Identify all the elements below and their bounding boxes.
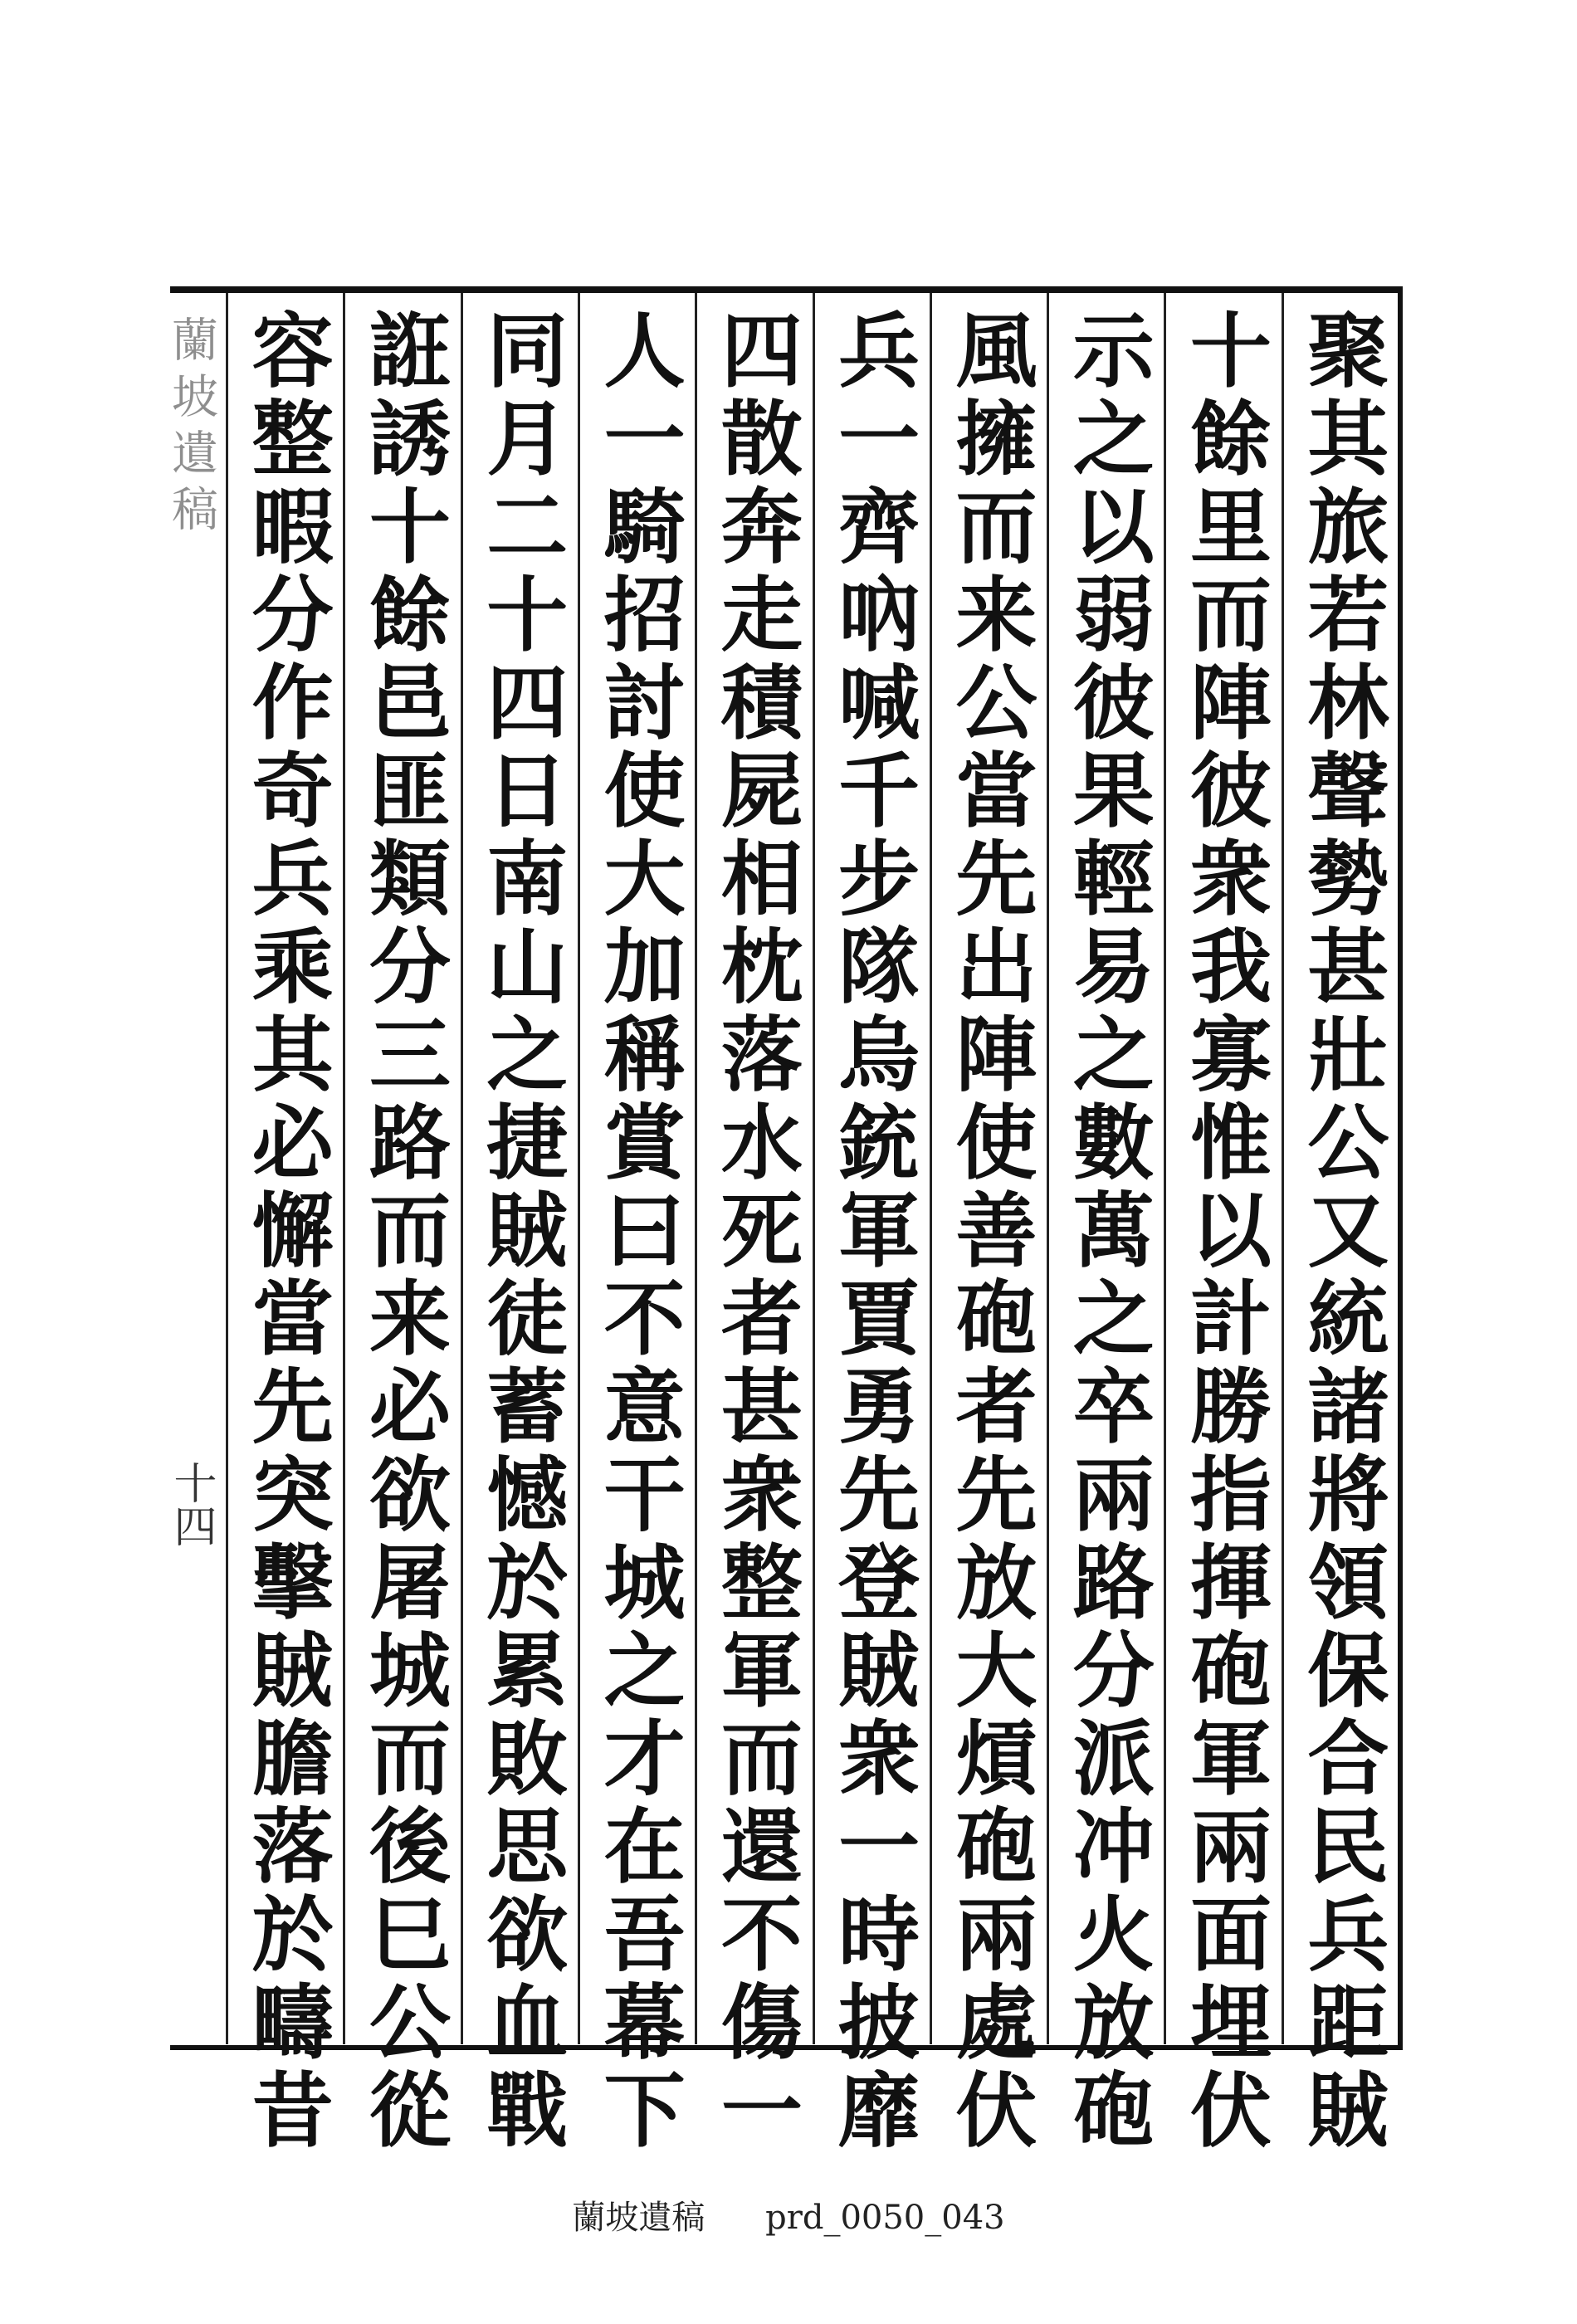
column-text: 示之以弱彼果輕易之數萬之卒兩路分派冲火放砲 — [1059, 308, 1155, 2156]
column-text: 風擁而来公當先出陣使善砲者先放大熕砲兩處伏 — [941, 308, 1038, 2156]
text-column — [930, 293, 1047, 2156]
text-column — [695, 293, 812, 2156]
folio-number: 十四 — [166, 1461, 216, 1547]
column-text: 十餘里而陣彼衆我寡惟以計勝指揮砲軍兩面埋伏 — [1176, 308, 1272, 2156]
margin-strip — [164, 293, 228, 2044]
text-column — [343, 293, 460, 2156]
column-text: 容整暇分作奇兵乘其必懈當先突擊賊膽落於疇昔 — [238, 308, 334, 2156]
margin-title: 蘭坡遺稿 — [164, 315, 218, 541]
text-column — [1282, 293, 1399, 2156]
footer-id: prd_0050_043 — [765, 2199, 1005, 2237]
text-column — [813, 293, 930, 2156]
column-text: 聚其旅若林聲勢甚壯公又統諸將領保合民兵距賊 — [1293, 308, 1389, 2156]
text-column — [228, 293, 343, 2156]
text-column — [461, 293, 578, 2156]
footer-title: 蘭坡遺稿 — [572, 2199, 706, 2237]
column-text: 同月二十四日南山之捷賊徒蓄憾於累敗思欲血戰 — [472, 308, 569, 2156]
column-text: 四散奔走積屍相枕落水死者甚衆整軍而還不傷一 — [707, 308, 803, 2156]
text-body — [228, 293, 1399, 2156]
text-column — [578, 293, 695, 2156]
text-column — [1047, 293, 1164, 2156]
column-text: 人一騎招討使大加稱賞曰不意干城之才在吾幕下 — [590, 308, 686, 2156]
text-column — [1164, 293, 1281, 2156]
column-text: 誑誘十餘邑匪類分三路而来必欲屠城而後巳公從 — [355, 308, 452, 2156]
column-text: 兵一齊吶喊千步隊烏銃軍賈勇先登賊衆一時披靡 — [824, 308, 920, 2156]
page-footer — [0, 2191, 1577, 2239]
